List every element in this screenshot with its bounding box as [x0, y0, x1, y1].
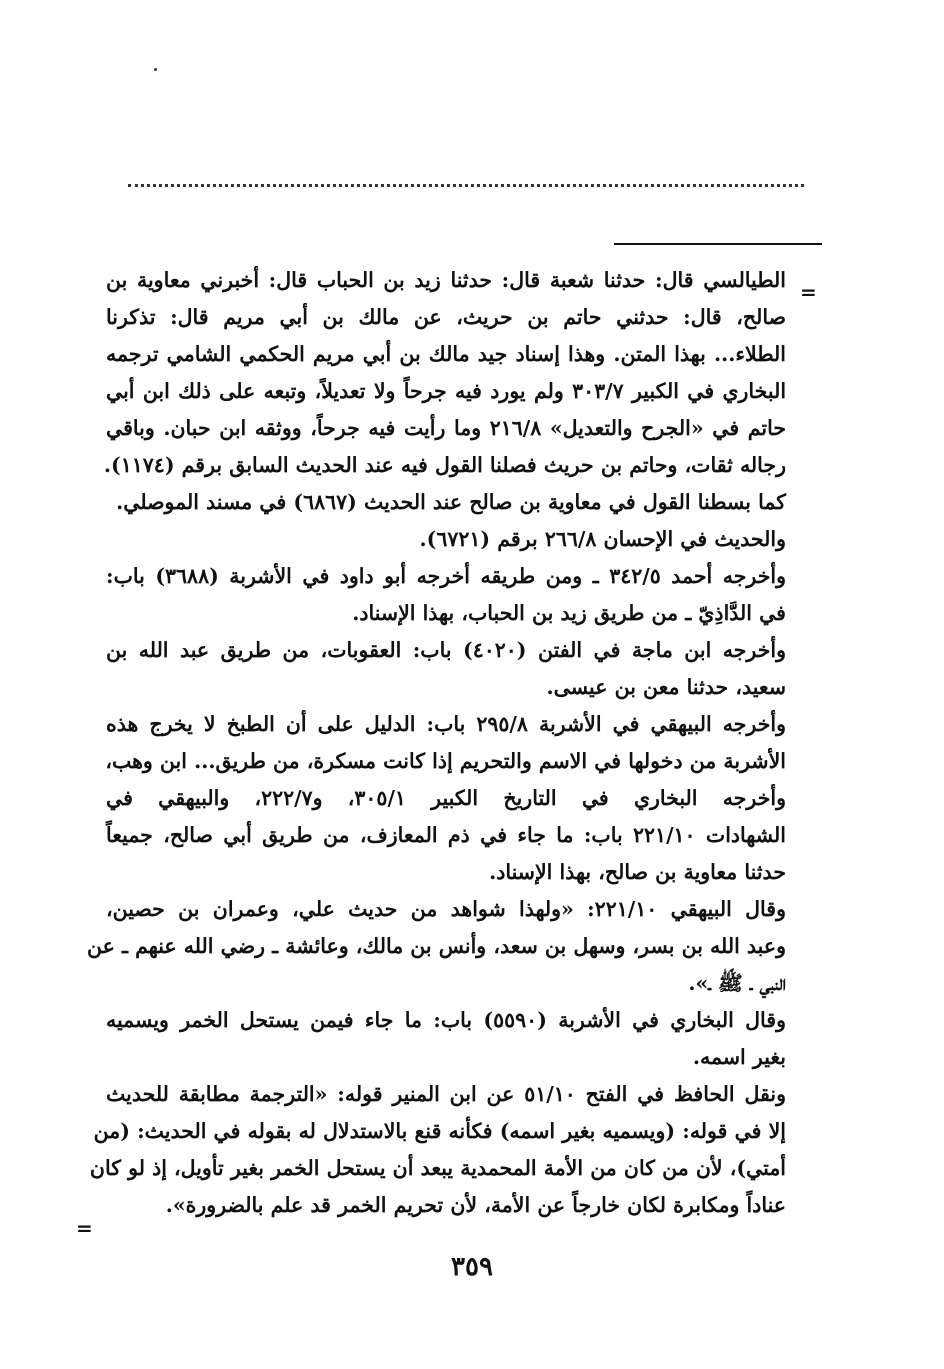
footnote-line: ونقل الحافظ في الفتح ٥١/١٠ عن ابن المنير قوله: «الترجمة مطابقة للحديث	[106, 1082, 786, 1106]
footnote-line: النبي ـ ﷺ ـ».	[688, 971, 786, 995]
footnote-line: الطلاء... بهذا المتن. وهذا إسناد جيد مالك بن أبي مريم الحكمي الشامي ترجمه	[106, 342, 786, 366]
stray-dot	[154, 68, 157, 71]
dotted-separator	[128, 184, 804, 187]
page-number: ٣٥٩	[451, 1252, 493, 1282]
footnote-line: حدثنا معاوية بن صالح، بهذا الإسناد.	[489, 860, 786, 884]
footnote-line: وعبد الله بن بسر، وسهل بن سعد، وأنس بن مالك، وعائشة ـ رضي الله عنهم ـ عن	[87, 934, 786, 958]
footnote-line: الأشربة من دخولها في الاسم والتحريم إذا كانت مسكرة، من طريق... ابن وهب،	[105, 749, 786, 773]
footnote-line: رجاله ثقات، وحاتم بن حريث فصلنا القول فيه عند الحديث السابق برقم (١١٧٤).	[103, 453, 786, 477]
footnote-line: وأخرجه البيهقي في الأشربة ٢٩٥/٨ باب: الدليل على أن الطبخ لا يخرج هذه	[106, 712, 787, 736]
continuation-mark-top: =	[800, 280, 817, 304]
footnote-line: إلا في قوله: (ويسميه بغير اسمه) فكأنه قنع بالاستدلال له بقوله في الحديث: (من	[93, 1119, 786, 1143]
footnote-line: البخاري في الكبير ٣٠٣/٧ ولم يورد فيه جرحاً ولا تعديلاً، وتبعه على ذلك ابن أبي	[106, 379, 787, 403]
footnote-line: كما بسطنا القول في معاوية بن صالح عند الحديث (٦٨٦٧) في مسند الموصلي.	[116, 490, 786, 514]
footnote-line: أمتي)، لأن من كان من الأمة المحمدية يبعد أن يستحل الخمر بغير تأويل، إذ لو كان	[89, 1156, 786, 1180]
footnote-line: عناداً ومكابرة لكان خارجاً عن الأمة، لأن تحريم الخمر قد علم بالضرورة».	[165, 1193, 786, 1217]
footnote-line: الطيالسي قال: حدثنا شعبة قال: حدثنا زيد بن الحباب قال: أخبرني معاوية بن	[106, 268, 786, 292]
footnote-body	[87, 262, 787, 1224]
footnote-line: وأخرجه أحمد ٣٤٢/٥ ـ ومن طريقه أخرجه أبو داود في الأشربة (٣٦٨٨) باب:	[106, 564, 786, 588]
footnote-line: وقال البيهقي ٢٢١/١٠: «ولهذا شواهد من حديث علي، وعمران بن حصين،	[106, 897, 786, 921]
footnote-line: بغير اسمه.	[692, 1045, 786, 1069]
continuation-mark-bottom: =	[76, 1216, 93, 1240]
footnote-line: صالح، قال: حدثني حاتم بن حريث، عن مالك بن أبي مريم قال: تذكرنا	[106, 305, 786, 329]
footnote-rule	[614, 243, 822, 245]
footnote-line: حاتم في «الجرح والتعديل» ٢١٦/٨ وما رأيت فيه جرحاً، ووثقه ابن حبان. وباقي	[106, 416, 787, 440]
footnote-line: وأخرجه ابن ماجة في الفتن (٤٠٢٠) باب: العقوبات، من طريق عبد الله بن	[106, 638, 787, 662]
footnote-line: في الدَّاذِيّ ـ من طريق زيد بن الحباب، بهذا الإسناد.	[352, 601, 786, 625]
footnote-line: وأخرجه البخاري في التاريخ الكبير ٣٠٥/١، و٢٢٢/٧، والبيهقي في	[106, 786, 786, 810]
footnote-line: الشهادات ٢٢١/١٠ باب: ما جاء في ذم المعازف، من طريق أبي صالح، جميعاً	[106, 823, 786, 847]
footnote-line: والحديث في الإحسان ٢٦٦/٨ برقم (٦٧٢١).	[419, 527, 786, 551]
footnote-line: وقال البخاري في الأشربة (٥٥٩٠) باب: ما جاء فيمن يستحل الخمر ويسميه	[106, 1008, 786, 1032]
footnote-line: سعيد، حدثنا معن بن عيسى.	[546, 675, 786, 699]
